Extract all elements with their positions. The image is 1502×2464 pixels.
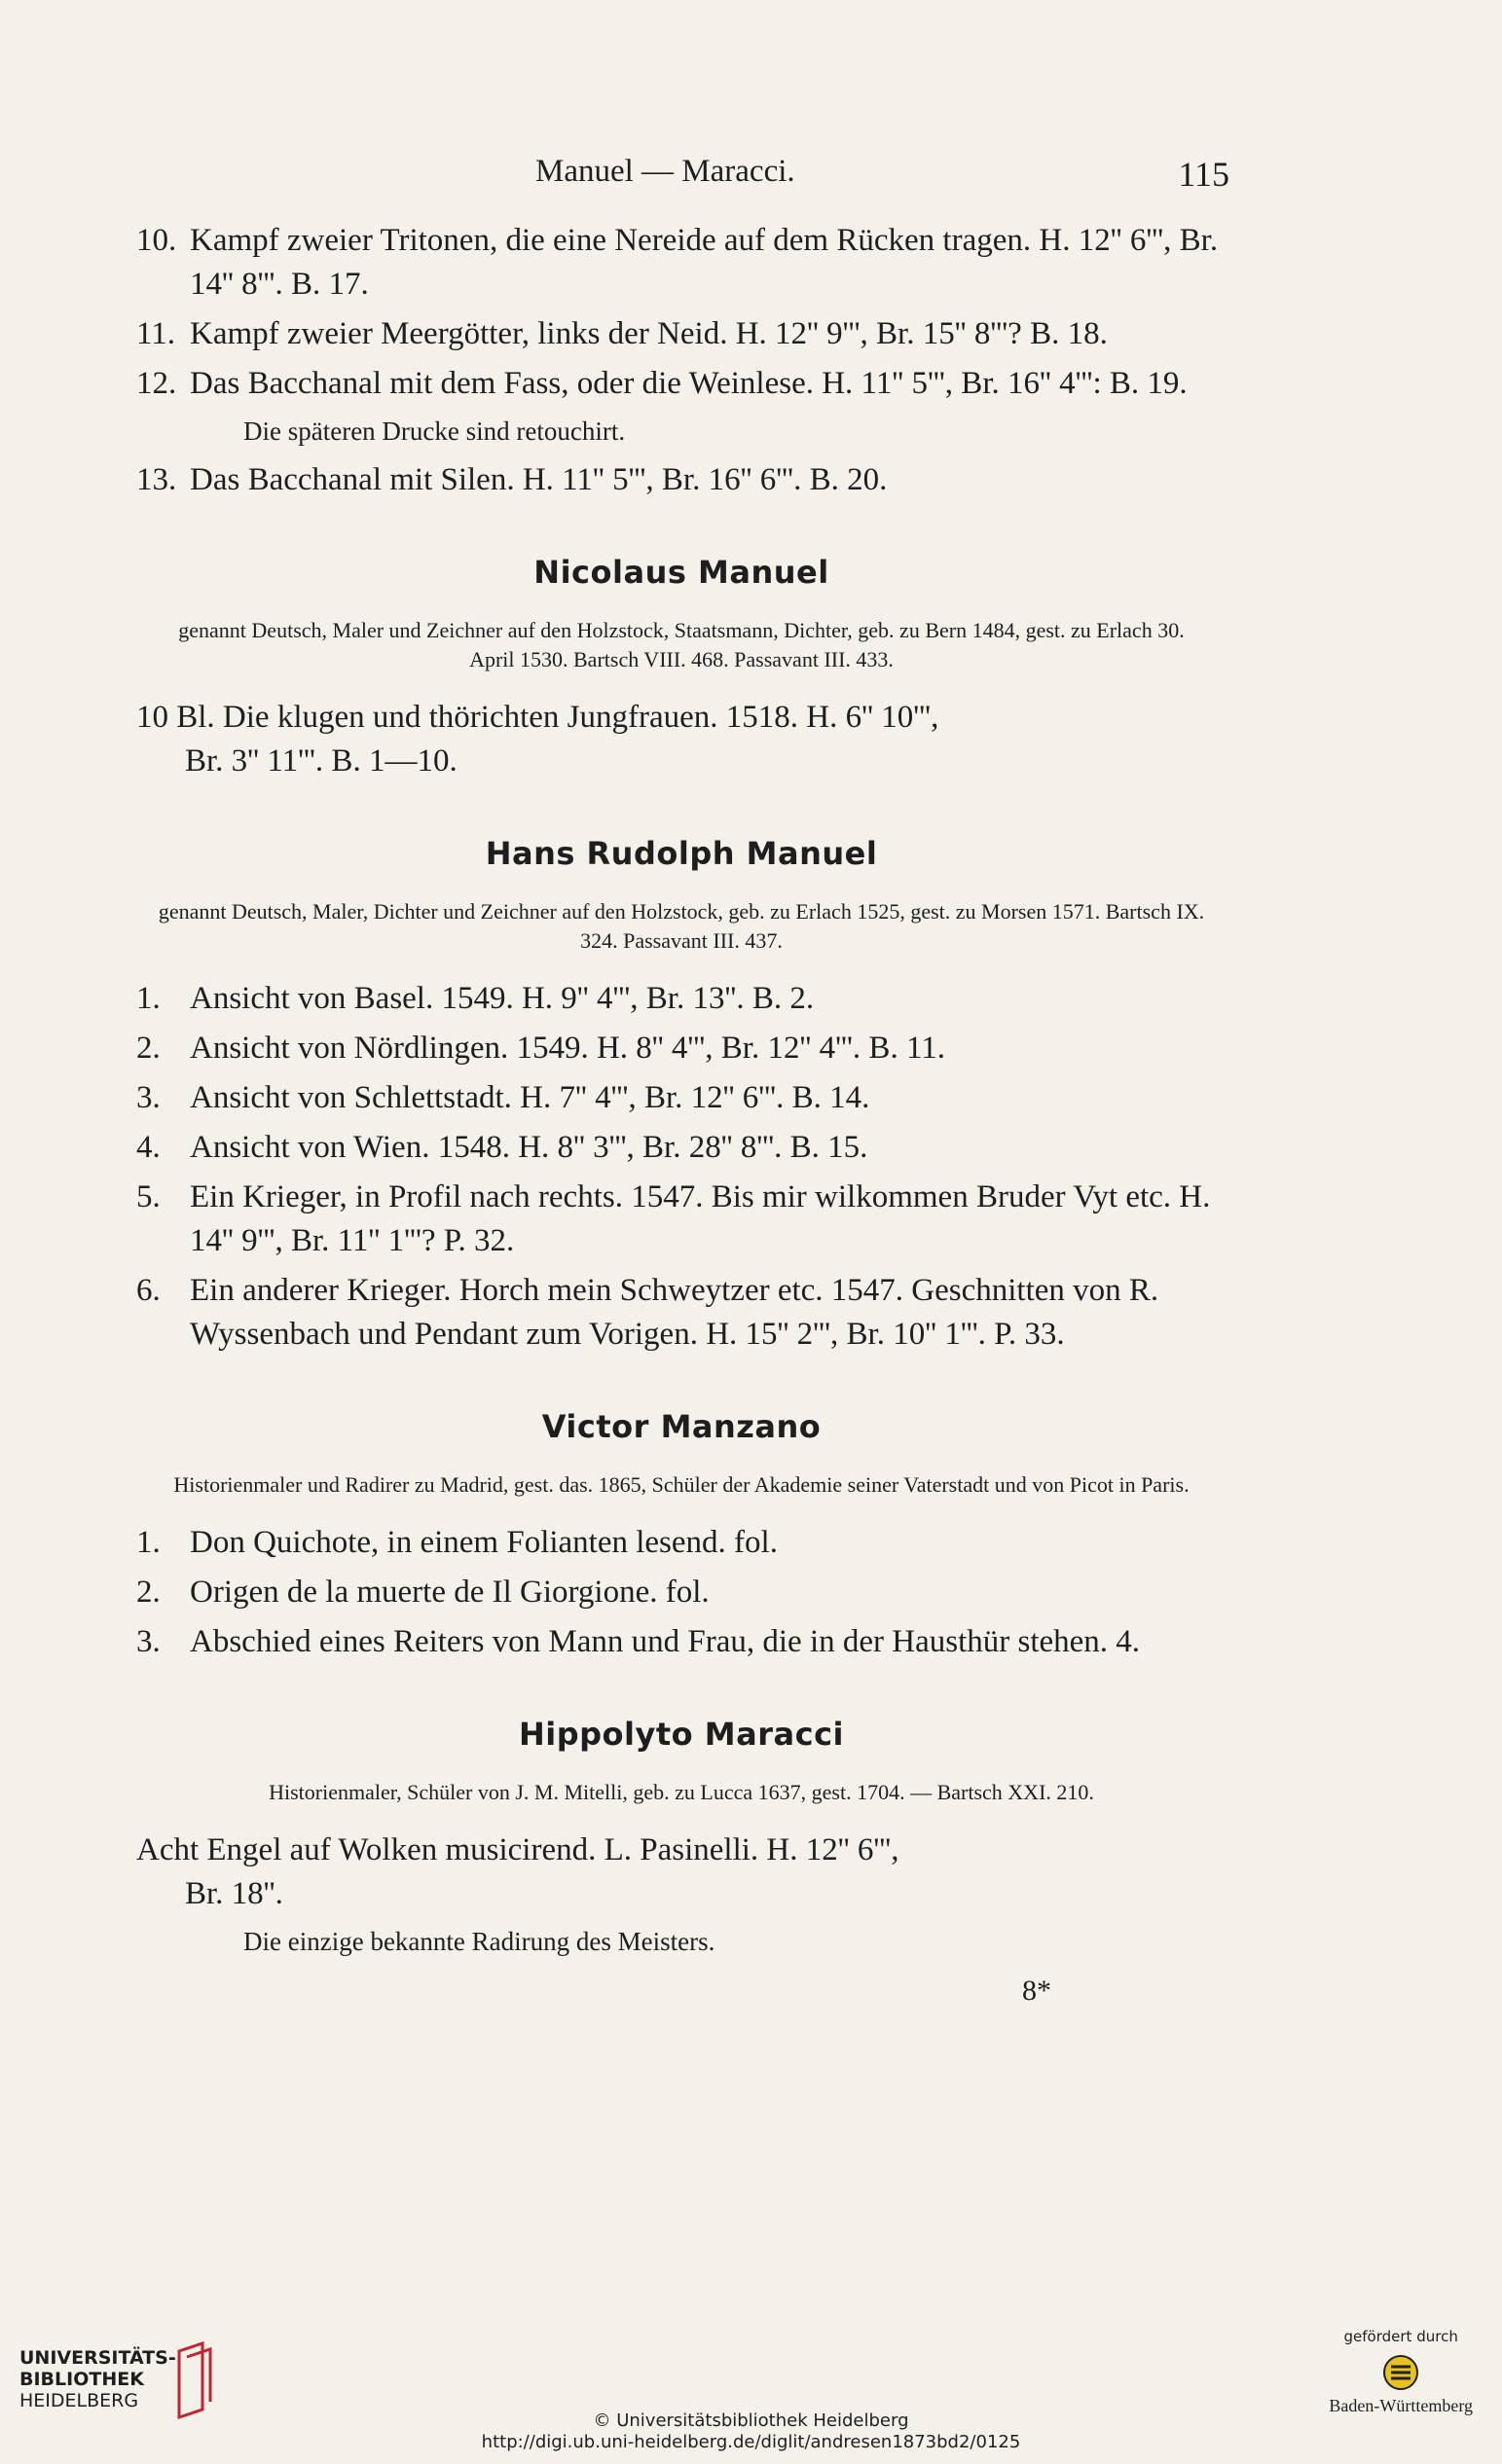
item-number: 2. xyxy=(136,1575,161,1610)
item-text: Ein Krieger, in Profil nach rechts. 1547. Bis mir wilkommen Bruder Vyt etc. H. 14'' 9''', Br. 11'' 1'''? P. 32. xyxy=(190,1179,1211,1258)
item-note: Die einzige bekannte Radirung des Meisters. xyxy=(243,1927,715,1956)
item-text: Das Bacchanal mit Silen. H. 11'' 5''', Br. 16'' 6'''. B. 20. xyxy=(190,462,888,497)
entry-text: Acht Engel auf Wolken musicirend. L. Pasinelli. H. 12'' 6''', xyxy=(136,1832,899,1867)
item-number: 1. xyxy=(136,1525,161,1560)
running-title: Manuel — Maracci. xyxy=(535,154,795,189)
section-heading: Victor Manzano xyxy=(541,1408,822,1445)
item-text: Don Quichote, in einem Folianten lesend. fol. xyxy=(190,1525,778,1560)
item-text: Kampf zweier Tritonen, die eine Nereide auf dem Rücken tragen. H. 12'' 6''', Br. 14'' 8'''. B. 17. xyxy=(190,223,1219,302)
item-text: Ansicht von Wien. 1548. H. 8'' 3''', Br. 28'' 8'''. B. 15. xyxy=(190,1130,868,1165)
list-item xyxy=(136,458,1227,502)
item-number: 1. xyxy=(136,981,161,1016)
item-text: Abschied eines Reiters von Mann und Frau, die in der Hausthür stehen. 4. xyxy=(190,1624,1141,1659)
coat-of-arms-icon xyxy=(1381,2353,1420,2392)
item-text: Ansicht von Schlettstadt. H. 7'' 4''', Br. 12'' 6'''. B. 14. xyxy=(190,1080,870,1115)
item-number: 4. xyxy=(136,1130,161,1165)
item-number: 2. xyxy=(136,1031,161,1066)
library-logo[interactable] xyxy=(19,2347,176,2411)
item-text: Ansicht von Basel. 1549. H. 9'' 4''', Br. 13''. B. 2. xyxy=(190,981,815,1016)
section-heading: Hippolyto Maracci xyxy=(518,1716,844,1753)
list-item xyxy=(136,1269,1227,1357)
library-name-line1: UNIVERSITÄTS- xyxy=(19,2347,176,2369)
library-name-line2: BIBLIOTHEK xyxy=(19,2369,144,2390)
item-number: 3. xyxy=(136,1624,161,1659)
signature-mark: 8* xyxy=(1022,1975,1051,2007)
artist-bio: Historienmaler und Radirer zu Madrid, gest. das. 1865, Schüler der Akademie seiner Vaterstadt und von Picot in Paris. xyxy=(173,1472,1190,1497)
item-number: 5. xyxy=(136,1179,161,1214)
item-number: 13. xyxy=(136,462,177,497)
artist-bio: genannt Deutsch, Maler und Zeichner auf den Holzstock, Staatsmann, Dichter, geb. zu Bern 1484, gest. zu Erlach 30. April 1530. Bartsch VIII. 468. Passavant III. 433. xyxy=(178,618,1185,671)
item-note: Die späteren Drucke sind retouchirt. xyxy=(243,417,626,446)
item-text: Ansicht von Nördlingen. 1549. H. 8'' 4''', Br. 12'' 4'''. B. 11. xyxy=(190,1031,945,1066)
item-text: Origen de la muerte de Il Giorgione. fol. xyxy=(190,1575,710,1610)
list-item xyxy=(136,1126,1227,1170)
list-item xyxy=(136,312,1227,356)
item-number: 6. xyxy=(136,1273,161,1308)
list-item xyxy=(136,1571,1227,1614)
list-item xyxy=(136,1027,1227,1070)
item-text: Das Bacchanal mit dem Fass, oder die Weinlese. H. 11'' 5''', Br. 16'' 4''': B. 19. xyxy=(190,366,1188,401)
item-number: 3. xyxy=(136,1080,161,1115)
entry-text-continued: Br. 3'' 11'''. B. 1—10. xyxy=(185,743,458,779)
library-name-line3: HEIDELBERG xyxy=(19,2390,139,2411)
page-body xyxy=(136,219,1227,2012)
item-text: Kampf zweier Meergötter, links der Neid. H. 12'' 9''', Br. 15'' 8'''? B. 18. xyxy=(190,316,1108,351)
item-number: 12. xyxy=(136,366,177,401)
item-number: 10. xyxy=(136,223,177,258)
section-heading: Nicolaus Manuel xyxy=(533,554,829,591)
item-text: Ein anderer Krieger. Horch mein Schweytzer etc. 1547. Geschnitten von R. Wyssenbach und Pendant zum Vorigen. H. 15'' 2''', Br. 10'' 1'''. P. 33. xyxy=(190,1273,1159,1352)
credit-block xyxy=(0,2410,1502,2453)
section-heading: Hans Rudolph Manuel xyxy=(485,835,878,872)
library-mark-icon xyxy=(173,2341,218,2419)
list-item xyxy=(136,977,1227,1021)
catalog-entry xyxy=(136,1829,1227,1916)
item-number: 11. xyxy=(136,316,176,351)
list-item xyxy=(136,362,1227,406)
entry-text-continued: Br. 18''. xyxy=(185,1876,283,1911)
funder-name: Baden-Württemberg xyxy=(1329,2396,1473,2415)
funder-block xyxy=(1329,2328,1473,2416)
entry-text: 10 Bl. Die klugen und thörichten Jungfrauen. 1518. H. 6'' 10''', xyxy=(136,700,939,735)
page-number: 115 xyxy=(1178,155,1229,194)
list-item xyxy=(136,219,1227,307)
copyright-line: © Universitätsbibliothek Heidelberg xyxy=(593,2410,909,2431)
funder-label: gefördert durch xyxy=(1343,2328,1458,2345)
artist-bio: genannt Deutsch, Maler, Dichter und Zeichner auf den Holzstock, geb. zu Erlach 1525, gest. zu Morsen 1571. Bartsch IX. 324. Passavant III. 437. xyxy=(158,899,1205,953)
source-url[interactable]: http://digi.ub.uni-heidelberg.de/diglit/andresen1873bd2/0125 xyxy=(481,2432,1021,2452)
list-item xyxy=(136,1076,1227,1120)
list-item xyxy=(136,1620,1227,1664)
list-item xyxy=(136,1176,1227,1263)
catalog-entry xyxy=(136,696,1227,783)
list-item xyxy=(136,1521,1227,1565)
footer xyxy=(0,2318,1502,2464)
artist-bio: Historienmaler, Schüler von J. M. Mitelli, geb. zu Lucca 1637, gest. 1704. — Bartsch XXI. 210. xyxy=(269,1780,1094,1804)
